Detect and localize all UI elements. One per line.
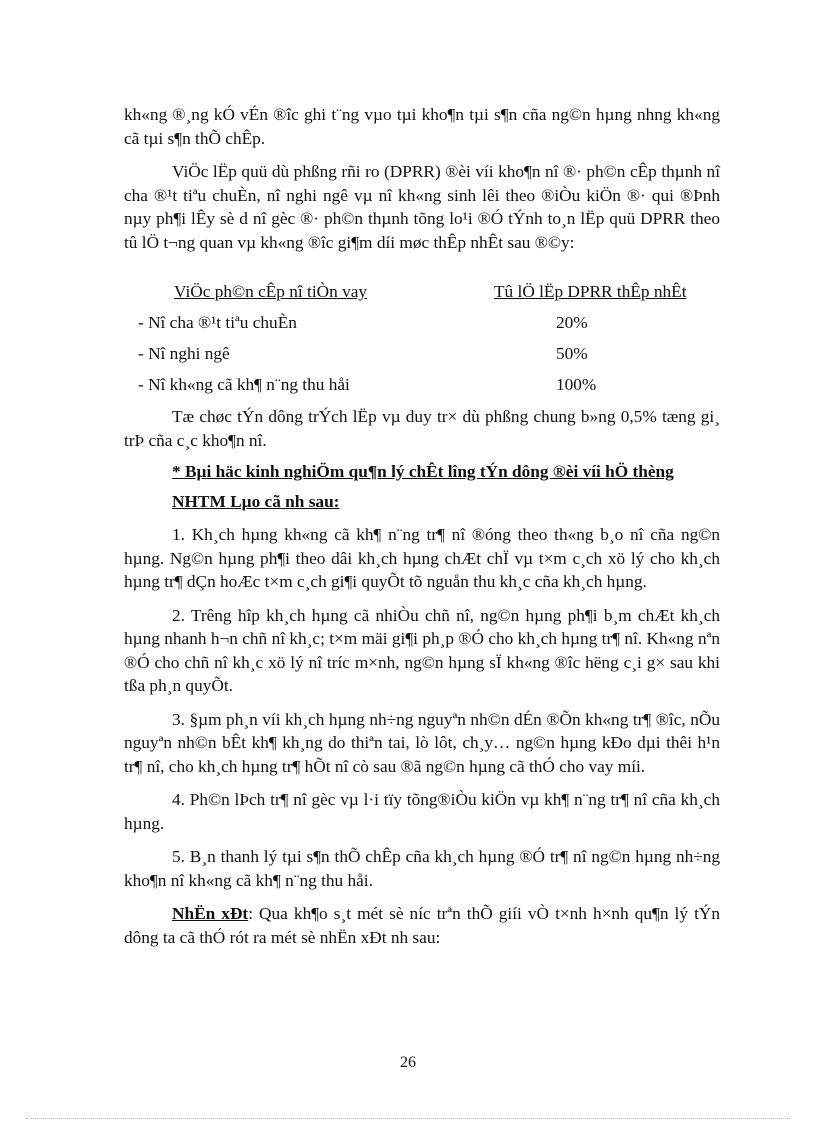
table-header-classification: ViÖc ph©n cÊp nî tiÒn vay <box>174 282 368 301</box>
page-bottom-divider <box>26 1118 790 1119</box>
section-heading: * Bµi häc kinh nghiÖm qu¶n lý chÊt lîng tÝn dông ®èi víi hÖ thèng <box>172 462 674 481</box>
table-row <box>124 344 720 368</box>
page-number: 26 <box>400 1054 416 1071</box>
remarks-label: NhËn xÐt <box>172 904 249 923</box>
table-row <box>124 313 720 337</box>
body-text-top <box>124 103 720 254</box>
table-cell-category: - Nî kh«ng cã kh¶ n¨ng thu håi <box>138 375 350 394</box>
table-cell-category: - Nî nghi ngê <box>138 344 230 363</box>
section-heading-continued: NHTM Lµo cã nh sau: <box>172 491 340 511</box>
remarks-text: : Qua kh¶o s¸t mét sè níc trªn thÕ giíi vÒ t×nh h×nh qu¶n lý tÝn dông ta cã thÓ rót ra mét sè nhËn xÐt nh sau: <box>124 904 720 947</box>
table-cell-rate: 20% <box>556 313 588 332</box>
table-cell-rate: 100% <box>556 375 597 394</box>
table-header-row <box>124 282 720 306</box>
list-item-5: 5. B¸n thanh lý tµi s¶n thÕ chÊp cña kh¸ch hµng ®Ó tr¶ nî ng©n hµng nh÷ng kho¶n nî kh«ng cã kh¶ n¨ng thu håi. <box>124 847 720 890</box>
paragraph-general-provision: Tæ chøc tÝn dông trÝch lËp vµ duy tr× dù phßng chung b»ng 0,5% tæng gi¸ trÞ cña c¸c kho¶n nî. <box>124 407 720 450</box>
table-row <box>124 375 720 399</box>
list-item-3: 3. §µm ph¸n víi kh¸ch hµng nh÷ng nguyªn nh©n dÉn ®Õn kh«ng tr¶ ®îc, nÕu nguyªn nh©n bÊt kh¶ kh¸ng do thiªn tai, lò lôt, ch¸y… ng©n hµng kÐo dµi thêi h¹n tr¶ nî, cho kh¸ch hµng tr¶ hÕt nî cò sau ®ã ng©n hµng cã thÓ cho vay míi. <box>124 709 720 776</box>
paragraph-dprr: ViÖc lËp quü dù phßng rñi ro (DPRR) ®èi víi kho¶n nî ®· ph©n cÊp thµnh nî cha ®¹t tiªu chuÈn, nî nghi ngê vµ nî kh«ng sinh lêi theo ®iÒu kiÖn ®· qui ®Þnh nµy ph¶i lÊy sè d nî gèc ®· ph©n thµnh tõng lo¹i ®Ó tÝnh to¸n lËp quü DPRR theo tû lÖ t¬ng quan vµ kh«ng ®îc gi¶m díi møc thÊp nhÊt sau ®©y: <box>124 162 720 252</box>
paragraph-continuation: kh«ng ®¸ng kÓ vÉn ®îc ghi t¨ng vµo tµi kho¶n tµi s¶n cña ng©n hµng nhng kh«ng cã tµi s¶n thÕ chÊp. <box>124 105 720 148</box>
table-cell-category: - Nî cha ®¹t tiªu chuÈn <box>138 313 297 332</box>
body-text-main <box>124 405 720 949</box>
list-item-4: 4. Ph©n lÞch tr¶ nî gèc vµ l·i tïy tõng®iÒu kiÖn vµ kh¶ n¨ng tr¶ nî cña kh¸ch hµng. <box>124 790 720 833</box>
paragraph-remarks <box>124 902 720 949</box>
table-cell-rate: 50% <box>556 344 588 363</box>
table-header-rate: Tû lÖ lËp DPRR thÊp nhÊt <box>494 282 687 301</box>
list-item-2: 2. Trêng hîp kh¸ch hµng cã nhiÒu chñ nî, ng©n hµng ph¶i b¸m chÆt kh¸ch hµng nhanh h¬n chñ nî kh¸c; t×m mäi gi¶i ph¸p ®Ó cho kh¸ch hµng tr¶ nî. Kh«ng nªn ®Ó cho chñ nî kh¸c xö lý nî tríc m×nh, ng©n hµng sÏ kh«ng ®îc hëng c¸i g× sau khi tßa ph¸n quyÕt. <box>124 605 720 695</box>
list-item-1: 1. Kh¸ch hµng kh«ng cã kh¶ n¨ng tr¶ nî ®óng theo th«ng b¸o nî cña ng©n hµng. Ng©n hµng ph¶i theo dâi kh¸ch hµng chÆt chÏ vµ t×m c¸ch xö lý cho kh¸ch hµng tr¶ dÇn hoÆc t×m c¸ch gi¶i quyÕt tõ nguån thu kh¸c cña kh¸ch hµng. <box>124 525 720 591</box>
